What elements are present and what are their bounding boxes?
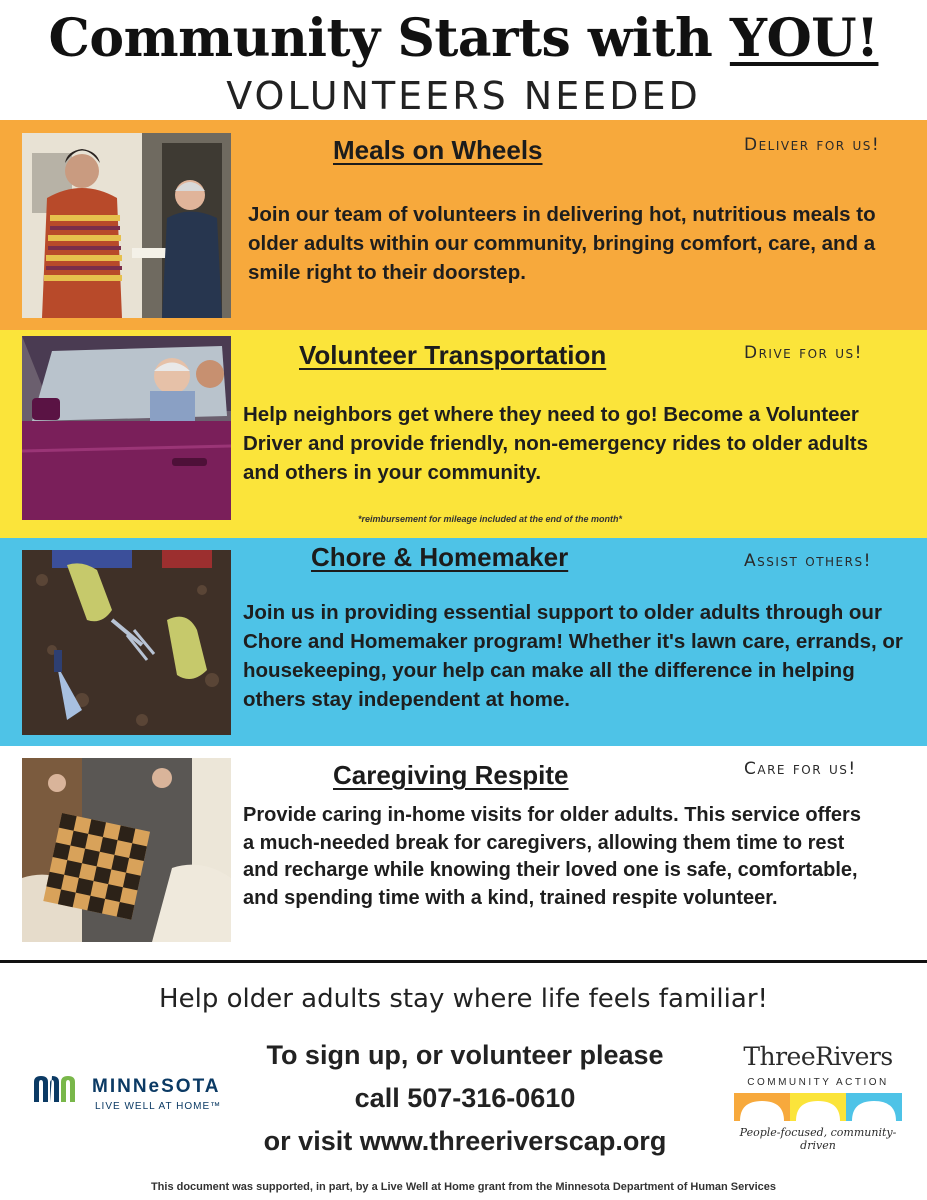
threerivers-subtitle: COMMUNITY ACTION — [747, 1077, 889, 1088]
contact-line: To sign up, or volunteer please — [266, 1040, 664, 1070]
threerivers-logo — [728, 1042, 908, 1152]
title-emphasis: YOU! — [729, 8, 879, 69]
page-subtitle: VOLUNTEERS NEEDED — [226, 74, 701, 118]
tagline: Help older adults stay where life feels familiar! — [159, 984, 768, 1014]
section-body: Provide caring in-home visits for older adults. This service offers a much-needed break for caregivers, allowing them time to rest and recharge while knowing their loved one is safe, comfortable, and spending time with a kind, trained respite volunteer. — [243, 804, 861, 909]
threerivers-tagline: People-focused, community-driven — [739, 1126, 897, 1152]
section-tag: Care for us! — [744, 759, 857, 779]
mileage-note: *reimbursement for mileage included at the end of the month* — [358, 514, 623, 524]
section-caregiving-respite — [0, 746, 927, 960]
title-text: Community Starts with — [48, 8, 730, 69]
page-title — [0, 8, 927, 69]
minnesota-logo — [32, 1070, 242, 1120]
section-volunteer-transportation — [0, 330, 927, 538]
section-title: Caregiving Respite — [333, 760, 569, 790]
threerivers-wordmark: ThreeRivers — [743, 1042, 893, 1071]
chess-game-photo — [22, 758, 231, 942]
contact-phone: call 507-316-0610 — [354, 1083, 576, 1113]
section-body: Join us in providing essential support to older adults through our Chore and Homemaker program! Whether it's lawn care, errands, or housekeeping, your help can make all the difference in helping others stay independent at home. — [243, 601, 903, 711]
section-body: Join our team of volunteers in delivering hot, nutritious meals to older adults within our community, bringing comfort, care, and a smile right to their doorstep. — [248, 203, 876, 284]
threerivers-arches-icon — [734, 1093, 902, 1121]
section-title: Meals on Wheels — [333, 135, 543, 165]
section-meals-on-wheels — [0, 120, 927, 330]
volunteer-delivering-meal-photo — [22, 133, 231, 318]
section-body: Help neighbors get where they need to go! Become a Volunteer Driver and provide friendly, non-emergency rides to older adults and others in your community. — [243, 403, 869, 484]
section-divider — [0, 960, 927, 963]
page-header — [0, 0, 927, 120]
section-tag: Assist others! — [744, 551, 872, 571]
section-tag: Deliver for us! — [744, 135, 881, 155]
minnesota-mark-icon — [32, 1074, 86, 1104]
minnesota-wordmark: MINNeSOTA — [92, 1076, 221, 1097]
car-with-passengers-photo — [22, 336, 231, 520]
minnesota-subtitle: LIVE WELL AT HOME™ — [95, 1101, 222, 1112]
section-title: Chore & Homemaker — [311, 542, 569, 572]
gardening-gloves-photo — [22, 550, 231, 735]
contact-block — [250, 1034, 680, 1163]
footer-note: This document was supported, in part, by a Live Well at Home grant from the Minnesota Department of Human Services — [150, 1181, 777, 1193]
section-tag: Drive for us! — [744, 343, 863, 363]
section-title: Volunteer Transportation — [299, 340, 607, 370]
section-chore-homemaker — [0, 538, 927, 746]
contact-website: or visit www.threeriverscap.org — [263, 1126, 667, 1156]
